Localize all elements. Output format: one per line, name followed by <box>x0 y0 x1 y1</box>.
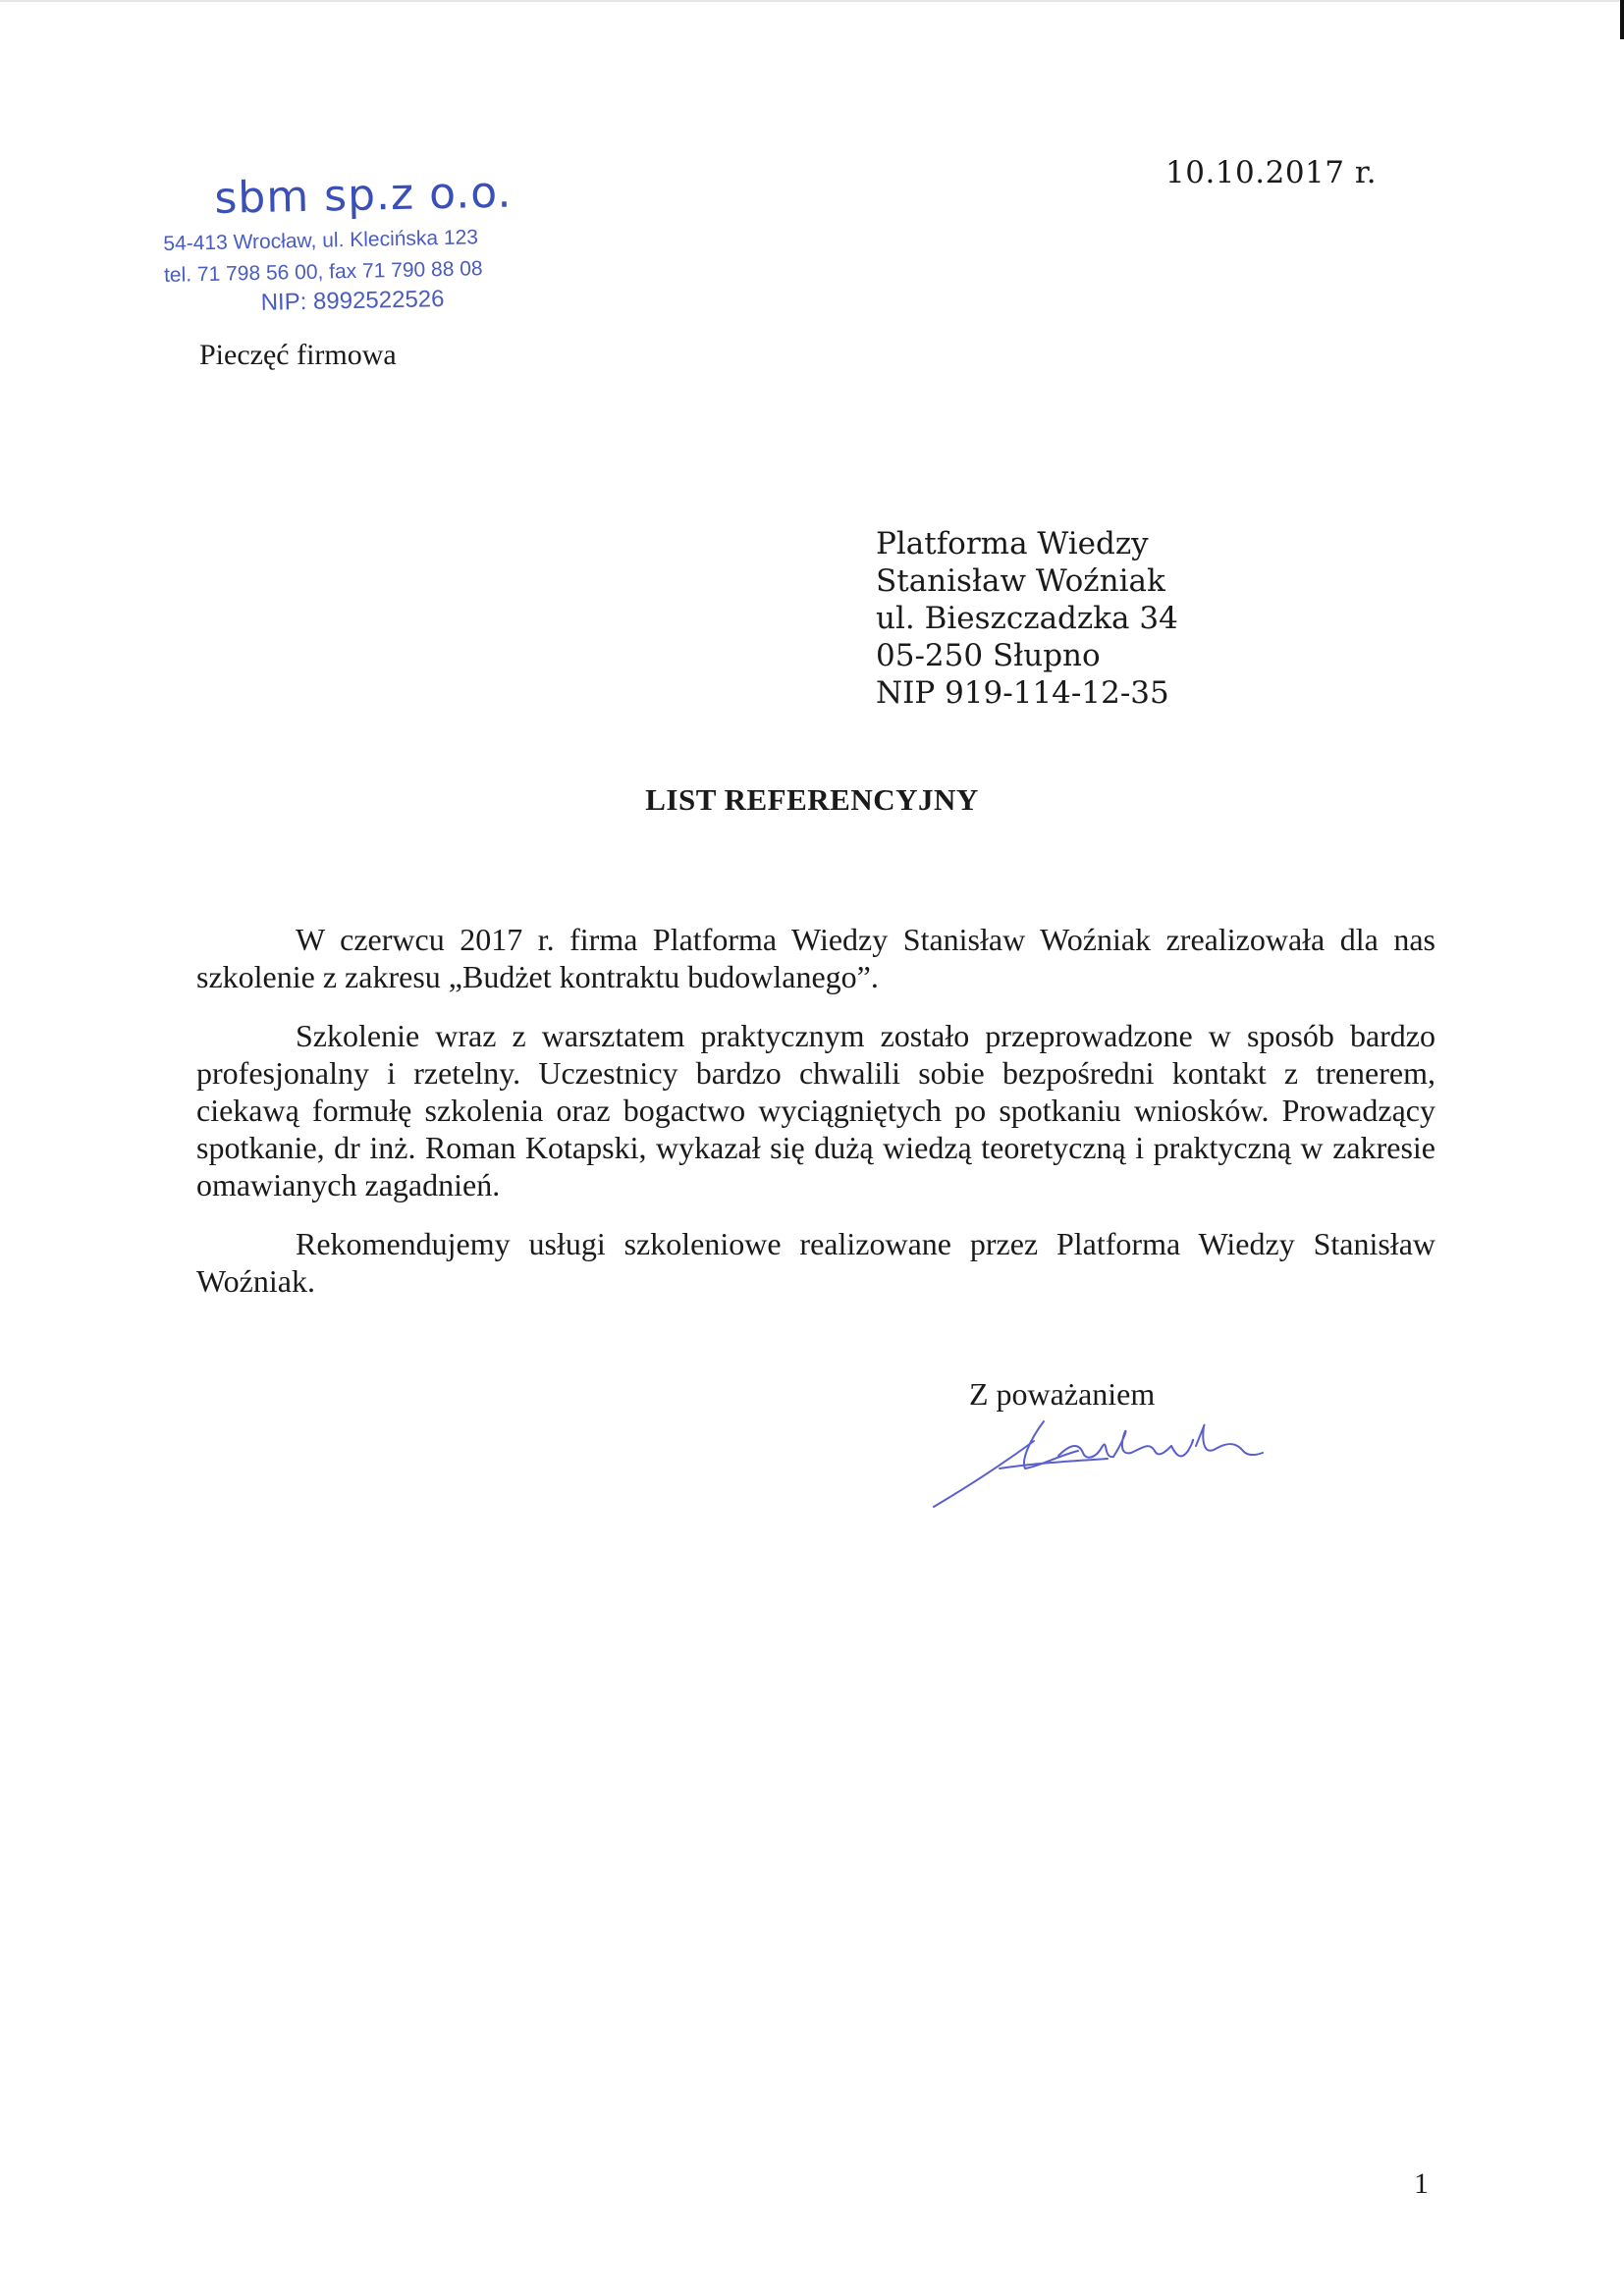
recipient-nip: NIP 919-114-12-35 <box>876 675 1169 711</box>
recipient-city: 05-250 Słupno <box>876 638 1101 673</box>
closing-salutation: Z poważaniem <box>969 1376 1156 1412</box>
letter-date: 10.10.2017 r. <box>1165 155 1378 190</box>
stamp-phone: tel. 71 798 56 00, fax 71 790 88 08 <box>163 257 483 287</box>
letter-title: LIST REFERENCYJNY <box>645 782 979 817</box>
company-stamp <box>162 167 558 326</box>
letter-body <box>196 921 1435 1321</box>
body-paragraph: Rekomendujemy usługi szkoleniowe realizowane przez Platforma Wiedzy Stanisław Woźniak. <box>196 1226 1435 1299</box>
page-number: 1 <box>1414 2167 1429 2200</box>
scan-top-edge <box>0 0 1624 2</box>
handwritten-signature <box>931 1402 1265 1520</box>
stamp-address: 54-413 Wrocław, ul. Klecińska 123 <box>163 226 479 255</box>
recipient-person: Stanisław Woźniak <box>876 563 1165 599</box>
scan-right-edge-mark <box>1620 0 1624 39</box>
recipient-street: ul. Bieszczadzka 34 <box>876 601 1178 636</box>
recipient-name: Platforma Wiedzy <box>876 526 1149 561</box>
body-paragraph: Szkolenie wraz z warsztatem praktycznym zostało przeprowadzone w sposób bardzo profesjonalny i rzetelny. Uczestnicy bardzo chwalili sobie bezpośredni kontakt z trenerem, ciekawą formułę szkolenia oraz bogactwo wyciągniętych po spotkaniu wniosków. Prowadzący spotkanie, dr inż. Roman Kotapski, wykazał się dużą wiedzą teoretyczną i praktyczną w zakresie omawianych zagadnień. <box>196 1018 1435 1202</box>
company-seal-label: Pieczęć firmowa <box>199 339 397 371</box>
stamp-company-name: sbm sp.z o.o. <box>213 167 513 224</box>
recipient-address-block <box>876 525 1178 712</box>
stamp-nip: NIP: 8992522526 <box>260 286 445 316</box>
body-paragraph: W czerwcu 2017 r. firma Platforma Wiedzy Stanisław Woźniak zrealizowała dla nas szkolenie z zakresu „Budżet kontraktu budowlanego”. <box>196 922 1435 994</box>
